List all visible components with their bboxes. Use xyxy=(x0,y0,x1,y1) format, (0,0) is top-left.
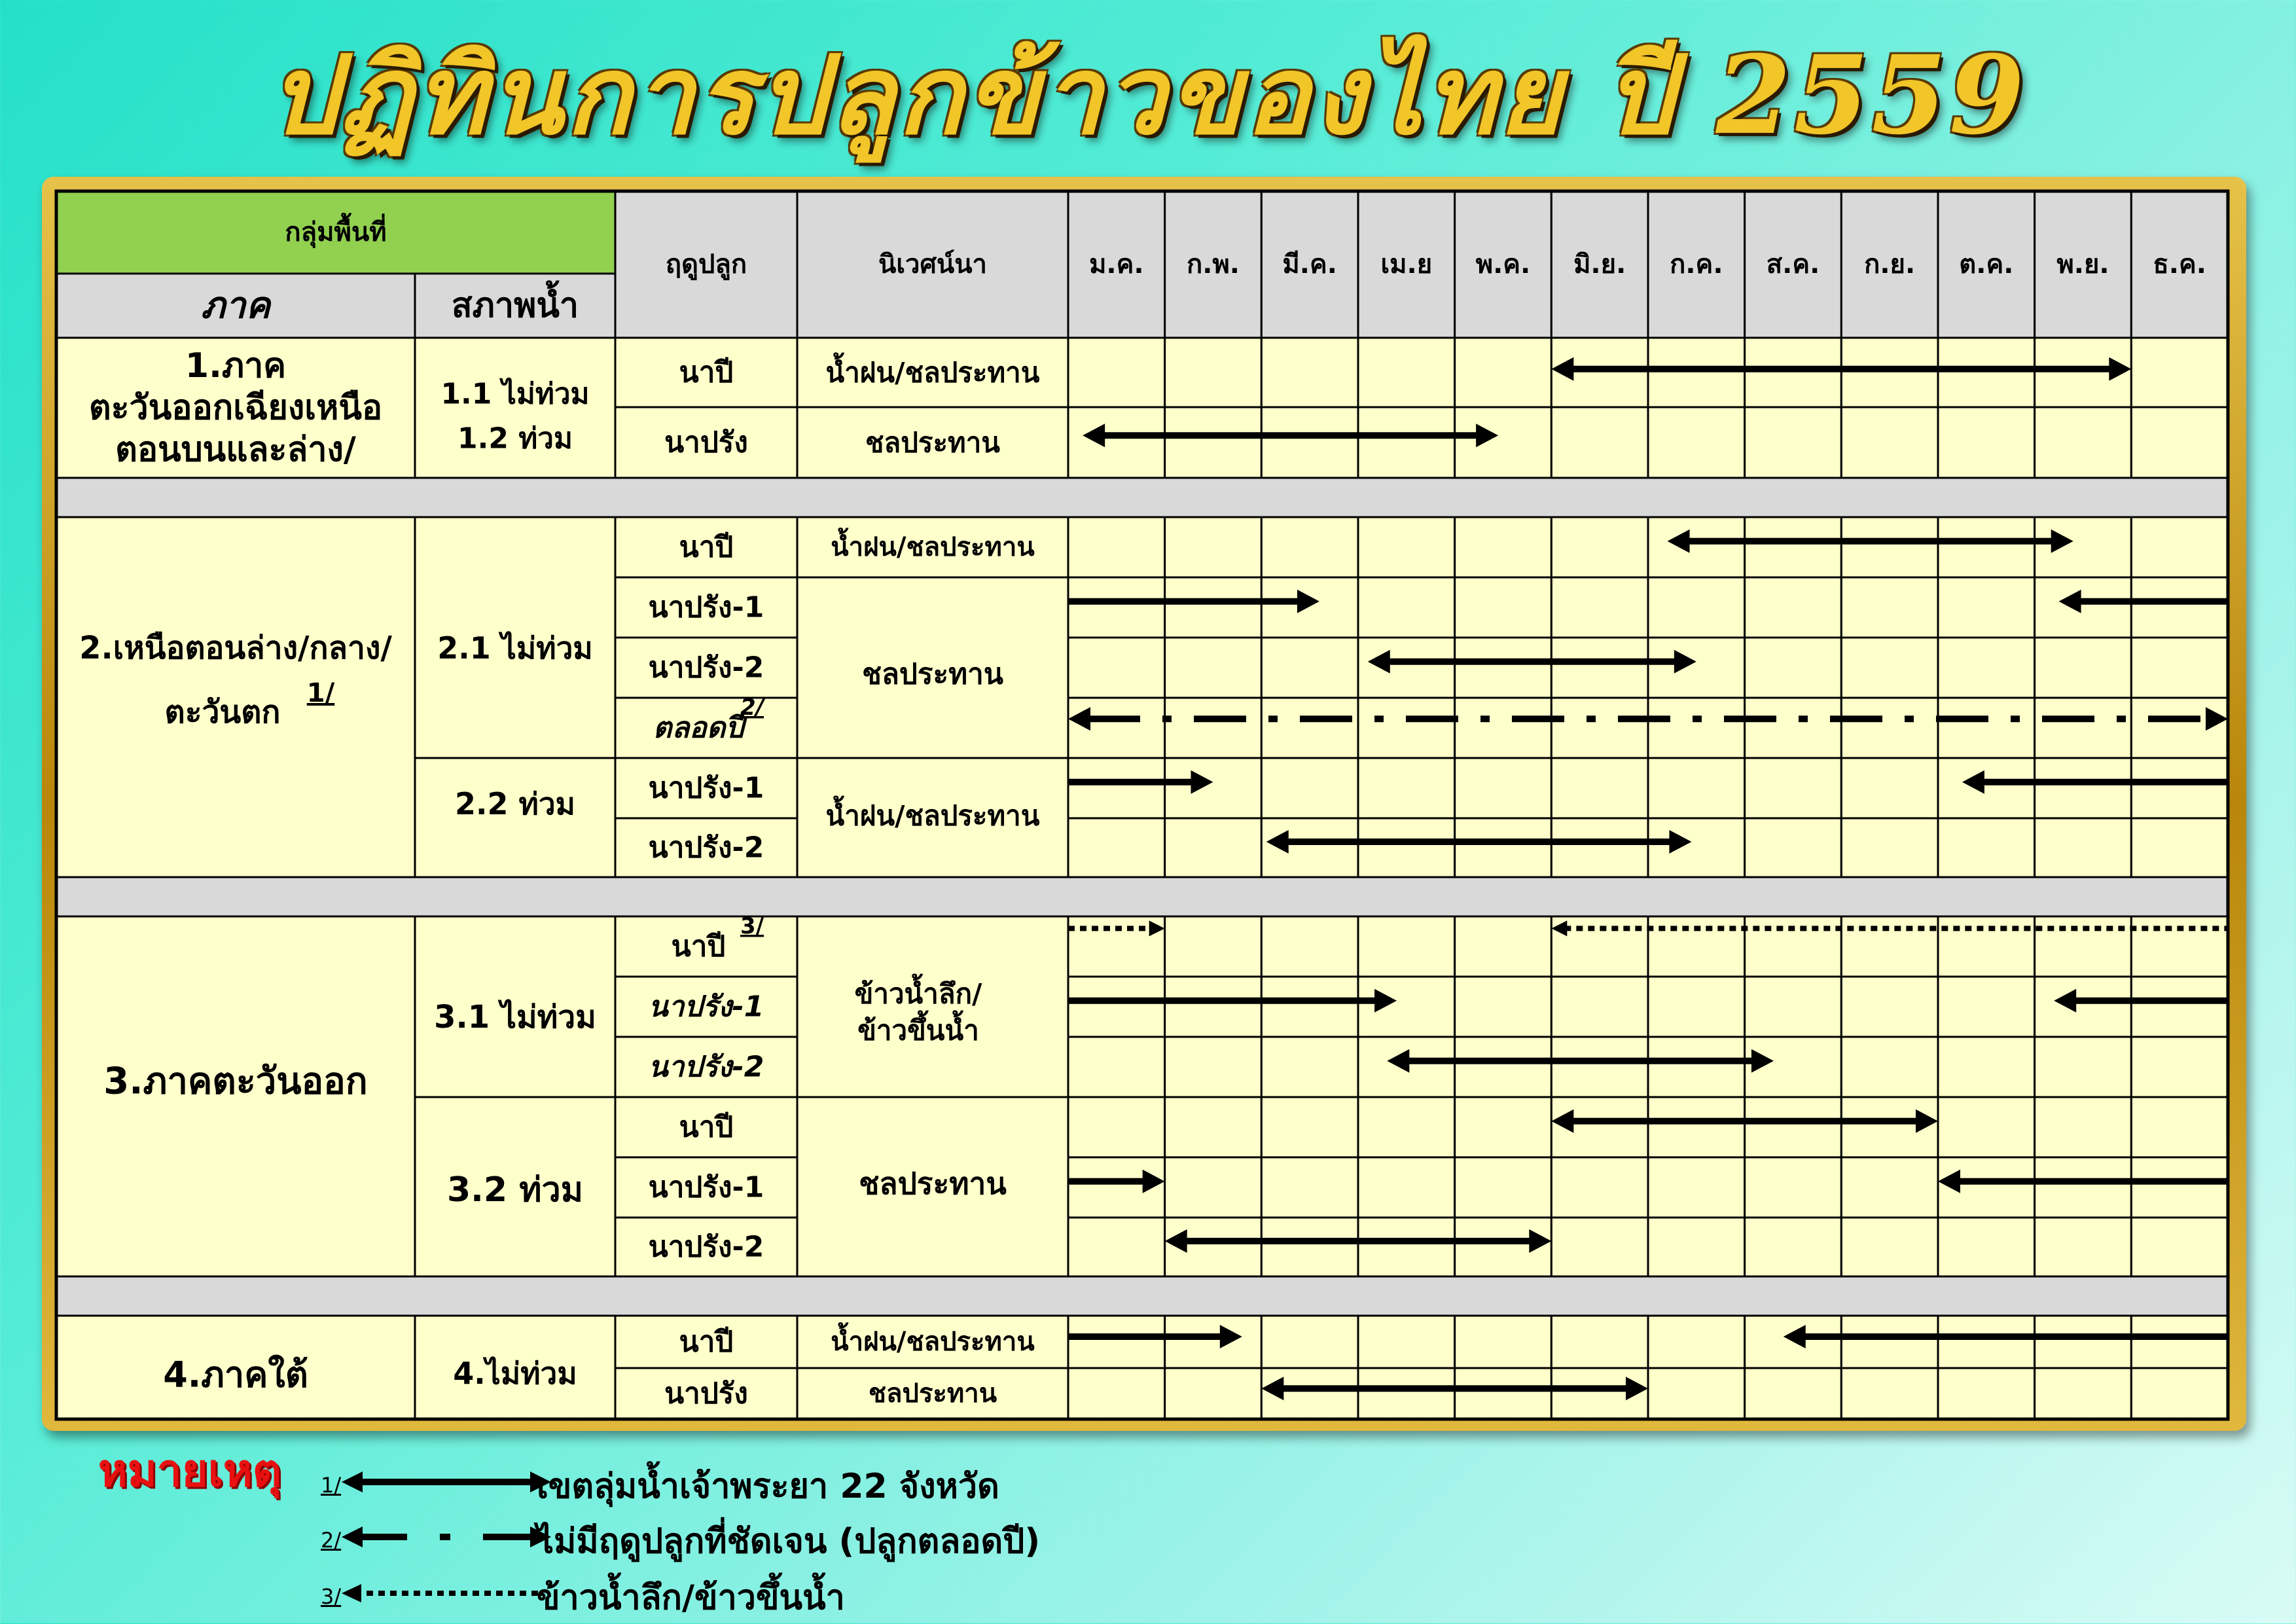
month-cell xyxy=(2035,818,2132,877)
month-cell xyxy=(1841,1037,1938,1097)
header-month-label: มิ.ย. xyxy=(1573,249,1626,280)
month-cell xyxy=(1455,1037,1552,1097)
month-cell xyxy=(1261,1157,1358,1218)
month-cell xyxy=(1165,916,1262,977)
month-cell xyxy=(1745,818,1842,877)
month-cell xyxy=(1841,638,1938,698)
legend-text: ข้าวน้ำลึก/ข้าวขึ้นน้ำ xyxy=(537,1578,845,1617)
month-cell xyxy=(1648,818,1745,877)
month-cell xyxy=(1938,818,2035,877)
month-cell xyxy=(1165,1368,1262,1419)
month-cell xyxy=(1068,1368,1165,1419)
month-cell xyxy=(1938,1037,2035,1097)
region-note: 1/ xyxy=(306,678,335,708)
month-cell xyxy=(1551,758,1648,818)
legend-dotted-arrow-icon xyxy=(342,1574,551,1613)
eco-label: ชลประทาน xyxy=(859,1166,1007,1201)
month-cell xyxy=(2131,407,2228,478)
season-label: นาปี xyxy=(671,929,726,964)
month-cell xyxy=(1358,517,1455,577)
header-month-label: พ.ย. xyxy=(2056,249,2109,280)
season-label: นาปี xyxy=(679,530,734,564)
month-cell xyxy=(1455,698,1552,758)
month-cell xyxy=(2131,1316,2228,1368)
region-name: ตอนบนและล่าง/ xyxy=(115,430,356,469)
header-month-label: ต.ค. xyxy=(1959,249,2014,280)
water-label: 3.2 ท่วม xyxy=(447,1170,583,1210)
header-eco-label: นิเวศน์นา xyxy=(878,249,988,280)
month-cell xyxy=(2131,916,2228,977)
month-cell xyxy=(1455,977,1552,1037)
month-cell xyxy=(1648,338,1745,407)
page-title: ปฏิทินการปลูกข้าวของไทย ปี 2559 xyxy=(269,31,2027,158)
month-cell xyxy=(1068,1316,1165,1368)
month-cell xyxy=(1841,1368,1938,1419)
month-cell xyxy=(1068,407,1165,478)
month-cell xyxy=(1648,916,1745,977)
month-cell xyxy=(1261,638,1358,698)
legend-text: ไม่มีฤดูปลูกที่ชัดเจน (ปลูกตลอดปี) xyxy=(537,1522,1041,1561)
month-cell xyxy=(1551,1157,1648,1218)
month-cell xyxy=(1551,1218,1648,1276)
month-cell xyxy=(1261,916,1358,977)
header-month-label: เม.ย xyxy=(1380,249,1433,280)
month-cell xyxy=(1648,1157,1745,1218)
month-cell xyxy=(1745,517,1842,577)
month-cell xyxy=(2131,1037,2228,1097)
month-cell xyxy=(2131,1218,2228,1276)
season-label: นาปรัง-2 xyxy=(648,831,764,865)
month-cell xyxy=(1165,407,1262,478)
season-label: นาปรัง-1 xyxy=(648,990,764,1024)
month-cell xyxy=(1938,407,2035,478)
eco-label: ข้าวน้ำลึก/ xyxy=(854,977,982,1010)
month-cell xyxy=(2131,517,2228,577)
header-group-label: กลุ่มพื้นที่ xyxy=(285,217,387,247)
month-cell xyxy=(1358,577,1455,638)
month-cell xyxy=(1165,517,1262,577)
month-cell xyxy=(1745,1218,1842,1276)
month-cell xyxy=(1551,577,1648,638)
month-cell xyxy=(1648,1097,1745,1157)
header-month-label: ส.ค. xyxy=(1766,249,1820,280)
month-cell xyxy=(1068,1218,1165,1276)
month-cell xyxy=(1261,758,1358,818)
month-cell xyxy=(1261,577,1358,638)
month-cell xyxy=(1068,698,1165,758)
month-cell xyxy=(1841,1218,1938,1276)
month-cell xyxy=(1358,407,1455,478)
eco-label: น้ำฝน/ชลประทาน xyxy=(831,532,1035,562)
month-cell xyxy=(1745,1097,1842,1157)
season-label: นาปรัง xyxy=(664,1377,748,1411)
month-cell xyxy=(1938,1368,2035,1419)
month-cell xyxy=(1455,338,1552,407)
season-label: นาปี xyxy=(679,1110,734,1144)
header-month-label: ม.ค. xyxy=(1089,249,1144,280)
month-cell xyxy=(1165,338,1262,407)
header-month-label: ก.พ. xyxy=(1187,249,1240,280)
month-cell xyxy=(1068,338,1165,407)
month-cell xyxy=(1648,407,1745,478)
month-cell xyxy=(1358,758,1455,818)
legend-num: 1/ xyxy=(321,1473,342,1498)
month-cell xyxy=(1841,577,1938,638)
month-cell xyxy=(2035,577,2132,638)
month-cell xyxy=(1165,577,1262,638)
water-label: 2.2 ท่วม xyxy=(455,786,575,821)
header-month-label: พ.ค. xyxy=(1475,249,1531,280)
month-cell xyxy=(1745,977,1842,1037)
month-cell xyxy=(1841,818,1938,877)
month-cell xyxy=(1648,698,1745,758)
month-cell xyxy=(1938,1316,2035,1368)
month-cell xyxy=(1358,1316,1455,1368)
month-cell xyxy=(1938,758,2035,818)
month-cell xyxy=(2035,407,2132,478)
eco-label: น้ำฝน/ชลประทาน xyxy=(825,799,1040,832)
month-cell xyxy=(1648,977,1745,1037)
month-cell xyxy=(1551,1037,1648,1097)
eco-label: ชลประทาน xyxy=(865,426,1001,459)
month-cell xyxy=(1068,577,1165,638)
month-cell xyxy=(1261,818,1358,877)
month-cell xyxy=(1551,407,1648,478)
legend-num: 2/ xyxy=(321,1528,342,1553)
eco-label: ข้าวขึ้นน้ำ xyxy=(857,1014,979,1047)
legend-title: หมายเหตุ xyxy=(98,1445,281,1497)
month-cell xyxy=(1165,1157,1262,1218)
region-separator xyxy=(56,877,2228,916)
month-cell xyxy=(1938,698,2035,758)
season-label: นาปี xyxy=(679,1325,734,1359)
water-label: 1.1 ไม่ท่วม xyxy=(440,377,590,411)
month-cell xyxy=(1745,638,1842,698)
month-cell xyxy=(2131,818,2228,877)
season-label: นาปรัง-2 xyxy=(648,1050,764,1084)
month-cell xyxy=(1455,407,1552,478)
season-label: นาปรัง-1 xyxy=(648,1170,764,1204)
month-cell xyxy=(1261,338,1358,407)
month-cell xyxy=(1358,916,1455,977)
month-cell xyxy=(2131,1097,2228,1157)
month-cell xyxy=(1648,1368,1745,1419)
eco-label: ชลประทาน xyxy=(862,657,1003,691)
month-cell xyxy=(1358,1097,1455,1157)
month-cell xyxy=(2035,698,2132,758)
season-note: 3/ xyxy=(740,913,764,939)
month-cell xyxy=(1841,916,1938,977)
month-cell xyxy=(1358,1368,1455,1419)
month-cell xyxy=(1745,1316,1842,1368)
month-cell xyxy=(1841,1157,1938,1218)
header-month-label: ธ.ค. xyxy=(2153,249,2206,280)
month-cell xyxy=(2131,638,2228,698)
month-cell xyxy=(1841,758,1938,818)
month-cell xyxy=(1455,758,1552,818)
month-cell xyxy=(1745,1368,1842,1419)
legend-solid-arrow-icon xyxy=(342,1462,551,1502)
month-cell xyxy=(1551,638,1648,698)
water-label: 2.1 ไม่ท่วม xyxy=(437,630,593,666)
month-cell xyxy=(1648,1037,1745,1097)
month-cell xyxy=(1358,698,1455,758)
month-cell xyxy=(1745,916,1842,977)
month-cell xyxy=(1745,1157,1842,1218)
month-cell xyxy=(1938,577,2035,638)
month-cell xyxy=(1551,818,1648,877)
region-name: 2.เหนือตอนล่าง/กลาง/ xyxy=(79,630,392,666)
month-cell xyxy=(1165,977,1262,1037)
month-cell xyxy=(1068,818,1165,877)
month-cell xyxy=(1938,1097,2035,1157)
month-cell xyxy=(1261,1218,1358,1276)
region-name: ตะวันออกเฉียงเหนือ xyxy=(88,388,383,427)
month-cell xyxy=(1841,1316,1938,1368)
month-cell xyxy=(1455,1157,1552,1218)
month-cell xyxy=(1745,698,1842,758)
month-cell xyxy=(1358,1218,1455,1276)
month-cell xyxy=(1261,698,1358,758)
month-cell xyxy=(2035,1037,2132,1097)
season-label: นาปี xyxy=(679,355,734,389)
month-cell xyxy=(1938,916,2035,977)
header-month-label: มี.ค. xyxy=(1282,249,1337,280)
header-region-label: ภาค xyxy=(201,284,270,327)
month-cell xyxy=(1165,1037,1262,1097)
month-cell xyxy=(2035,758,2132,818)
month-cell xyxy=(1455,517,1552,577)
month-cell xyxy=(2035,977,2132,1037)
month-cell xyxy=(2035,1218,2132,1276)
month-cell xyxy=(1551,517,1648,577)
month-cell xyxy=(1261,1316,1358,1368)
month-cell xyxy=(1938,977,2035,1037)
month-cell xyxy=(2035,1157,2132,1218)
month-cell xyxy=(2131,1368,2228,1419)
month-cell xyxy=(1068,638,1165,698)
month-cell xyxy=(1745,758,1842,818)
month-cell xyxy=(1358,977,1455,1037)
water-label: 1.2 ท่วม xyxy=(457,422,573,456)
month-cell xyxy=(1165,818,1262,877)
season-label: นาปรัง xyxy=(664,425,748,460)
season-label: ตลอดปี xyxy=(653,711,744,745)
month-cell xyxy=(1455,818,1552,877)
month-cell xyxy=(1648,577,1745,638)
season-label: นาปรัง-2 xyxy=(648,651,764,685)
eco-label: น้ำฝน/ชลประทาน xyxy=(831,1327,1035,1357)
season-note: 2/ xyxy=(740,695,764,721)
month-cell xyxy=(1455,577,1552,638)
month-cell xyxy=(1261,977,1358,1037)
month-cell xyxy=(1551,977,1648,1037)
month-cell xyxy=(1165,758,1262,818)
month-cell xyxy=(1841,698,1938,758)
month-cell xyxy=(1165,1316,1262,1368)
header-month-label: ก.ค. xyxy=(1670,249,1723,280)
month-cell xyxy=(1745,407,1842,478)
month-cell xyxy=(1068,517,1165,577)
month-cell xyxy=(1841,517,1938,577)
region-separator xyxy=(56,1276,2228,1316)
season-label: นาปรัง-1 xyxy=(648,771,764,805)
eco-label: น้ำฝน/ชลประทาน xyxy=(825,356,1040,389)
region-name: 1.ภาค xyxy=(185,346,287,386)
month-cell xyxy=(1648,1316,1745,1368)
month-cell xyxy=(1841,977,1938,1037)
month-cell xyxy=(1551,698,1648,758)
month-cell xyxy=(1261,517,1358,577)
region-name: 3.ภาคตะวันออก xyxy=(103,1060,368,1103)
month-cell xyxy=(2035,1368,2132,1419)
month-cell xyxy=(1358,818,1455,877)
month-cell xyxy=(1261,407,1358,478)
eco-label: ชลประทาน xyxy=(868,1379,997,1409)
month-cell xyxy=(1358,338,1455,407)
month-cell xyxy=(1841,338,1938,407)
month-cell xyxy=(1455,1316,1552,1368)
month-cell xyxy=(1358,1157,1455,1218)
month-cell xyxy=(2035,916,2132,977)
water-label: 4.ไม่ท่วม xyxy=(453,1356,577,1391)
month-cell xyxy=(1745,577,1842,638)
month-cell xyxy=(2131,977,2228,1037)
month-cell xyxy=(1648,517,1745,577)
month-cell xyxy=(1455,1368,1552,1419)
month-cell xyxy=(1551,1316,1648,1368)
month-cell xyxy=(1648,638,1745,698)
month-cell xyxy=(1261,1097,1358,1157)
month-cell xyxy=(2035,517,2132,577)
month-cell xyxy=(2035,638,2132,698)
legend-num: 3/ xyxy=(321,1584,342,1609)
month-cell xyxy=(1455,916,1552,977)
month-cell xyxy=(1648,1218,1745,1276)
month-cell xyxy=(2035,1097,2132,1157)
region-separator xyxy=(56,478,2228,517)
month-cell xyxy=(2131,1157,2228,1218)
legend-dashdot-arrow-icon xyxy=(342,1517,551,1557)
month-cell xyxy=(1745,338,1842,407)
month-cell xyxy=(1455,638,1552,698)
month-cell xyxy=(2035,1316,2132,1368)
month-cell xyxy=(1938,638,2035,698)
region-name: ตะวันตก xyxy=(164,694,281,731)
month-cell xyxy=(1358,638,1455,698)
month-cell xyxy=(2131,338,2228,407)
header-month-label: ก.ย. xyxy=(1864,249,1916,280)
month-cell xyxy=(1841,407,1938,478)
water-label: 3.1 ไม่ท่วม xyxy=(434,999,596,1036)
season-label: นาปรัง-2 xyxy=(648,1230,764,1264)
month-cell xyxy=(1068,977,1165,1037)
month-cell xyxy=(1165,638,1262,698)
month-cell xyxy=(2131,758,2228,818)
region-name: 4.ภาคใต้ xyxy=(163,1354,308,1396)
month-cell xyxy=(1938,338,2035,407)
month-cell xyxy=(2131,577,2228,638)
month-cell xyxy=(1068,1037,1165,1097)
header-water-label: สภาพน้ำ xyxy=(451,286,579,325)
header-season-label: ฤดูปลูก xyxy=(665,249,747,280)
month-cell xyxy=(1068,1097,1165,1157)
month-cell xyxy=(1165,698,1262,758)
month-cell xyxy=(1455,1097,1552,1157)
month-cell xyxy=(1261,1037,1358,1097)
month-cell xyxy=(1648,758,1745,818)
legend-text: เขตลุ่มน้ำเจ้าพระยา 22 จังหวัด xyxy=(537,1467,999,1506)
month-cell xyxy=(1938,517,2035,577)
month-cell xyxy=(1938,1218,2035,1276)
month-cell xyxy=(1068,758,1165,818)
season-label: นาปรัง-1 xyxy=(648,590,764,624)
month-cell xyxy=(2131,698,2228,758)
month-cell xyxy=(1165,1097,1262,1157)
